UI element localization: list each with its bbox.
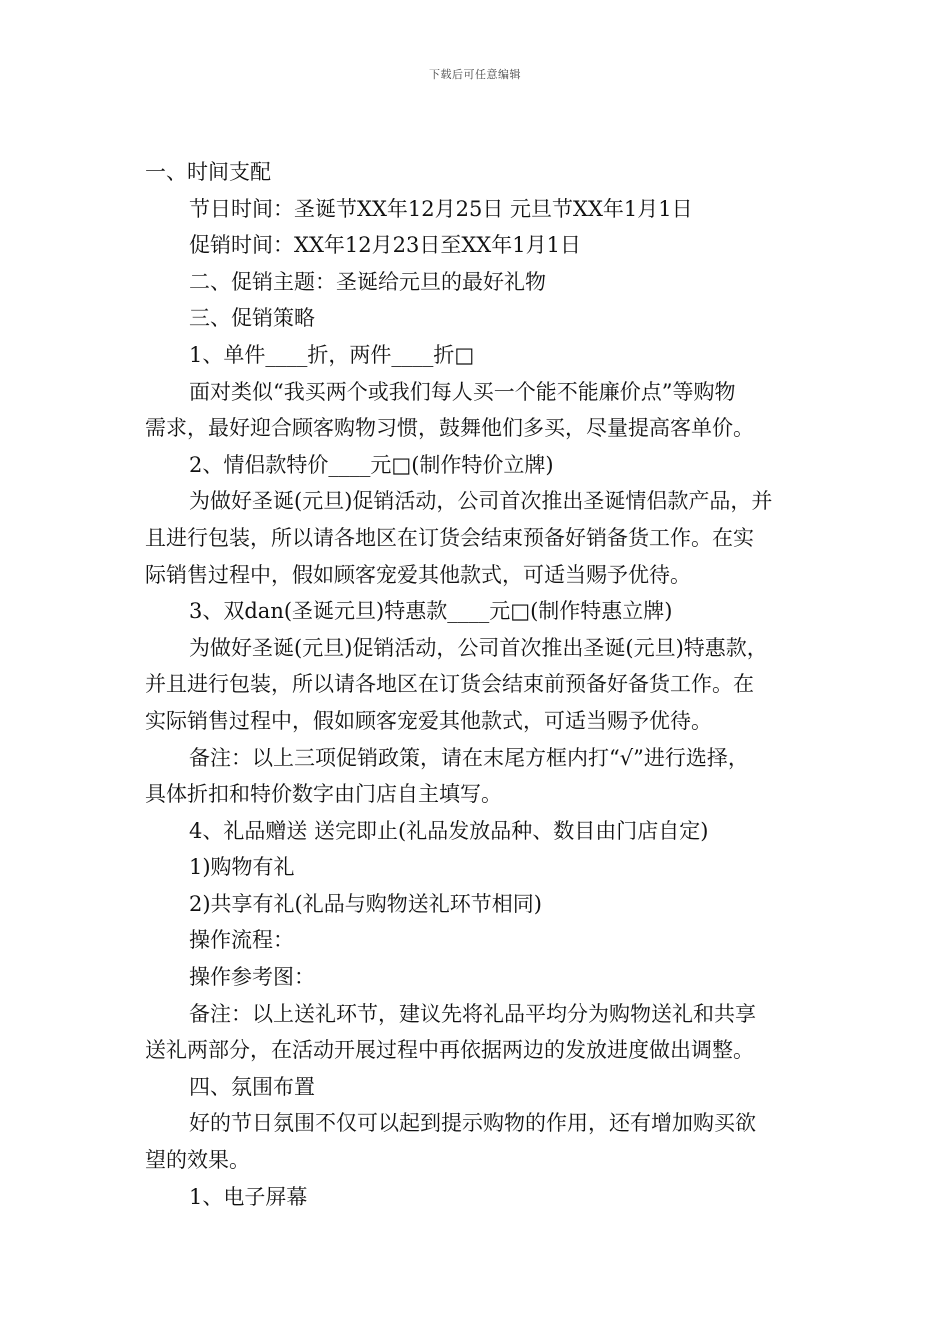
paragraph-line: 为做好圣诞(元旦)促销活动，公司首次推出圣诞(元旦)特惠款， — [189, 635, 768, 660]
document-body — [145, 154, 825, 1215]
paragraph-line: 且进行包装，所以请各地区在订货会结束预备好销备货工作。在实 — [145, 525, 754, 550]
atmosphere-item-1: 1、电子屏幕 — [189, 1184, 308, 1209]
paragraph-line: 实际销售过程中，假如顾客宠爱其他款式，可适当赐予优待。 — [145, 708, 712, 733]
sub-item-share-gift: 2)共享有礼(礼品与购物送礼环节相同) — [189, 891, 542, 916]
section-heading-atmosphere: 四、氛围布置 — [189, 1074, 315, 1099]
promo-dates: 促销时间：XX年12月23日至XX年1月1日 — [189, 233, 581, 258]
strategy-item-3: 3、双dan(圣诞元旦)特惠款____元□(制作特惠立牌) — [189, 599, 673, 624]
paragraph-line: 好的节日氛围不仅可以起到提示购物的作用，还有增加购买欲 — [189, 1111, 756, 1136]
section-heading-strategy: 三、促销策略 — [189, 306, 315, 331]
sub-item-purchase-gift: 1)购物有礼 — [189, 855, 295, 880]
paragraph-line: 面对类似“我买两个或我们每人买一个能不能廉价点”等购物 — [189, 379, 736, 404]
paragraph-line: 为做好圣诞(元旦)促销活动，公司首次推出圣诞情侣款产品，并 — [189, 489, 773, 514]
note-line: 送礼两部分，在活动开展过程中再依据两边的发放进度做出调整。 — [145, 1038, 754, 1063]
strategy-item-2: 2、情侣款特价____元□(制作特价立牌) — [189, 452, 554, 477]
holiday-dates: 节日时间：圣诞节XX年12月25日 元旦节XX年1月1日 — [189, 196, 693, 221]
operation-process: 操作流程： — [189, 928, 294, 953]
section-heading-time: 一、时间支配 — [145, 160, 271, 184]
strategy-item-4: 4、礼品赠送 送完即止(礼品发放品种、数目由门店自定) — [189, 818, 709, 843]
section-heading-theme: 二、促销主题：圣诞给元旦的最好礼物 — [189, 269, 546, 294]
note-line: 备注：以上送礼环节，建议先将礼品平均分为购物送礼和共享 — [189, 1001, 756, 1026]
strategy-item-1: 1、单件____折，两件____折□ — [189, 342, 475, 367]
paragraph-line: 需求，最好迎合顾客购物习惯，鼓舞他们多买，尽量提高客单价。 — [145, 416, 754, 441]
paragraph-line: 际销售过程中，假如顾客宠爱其他款式，可适当赐予优待。 — [145, 562, 691, 587]
paragraph-line: 并且进行包装，所以请各地区在订货会结束前预备好备货工作。在 — [145, 672, 754, 697]
operation-reference: 操作参考图： — [189, 965, 315, 990]
page-header-note: 下载后可任意编辑 — [429, 68, 521, 81]
paragraph-line: 望的效果。 — [145, 1148, 250, 1173]
note-line: 备注：以上三项促销政策，请在末尾方框内打“√”进行选择， — [189, 745, 749, 770]
note-line: 具体折扣和特价数字由门店自主填写。 — [145, 782, 502, 807]
